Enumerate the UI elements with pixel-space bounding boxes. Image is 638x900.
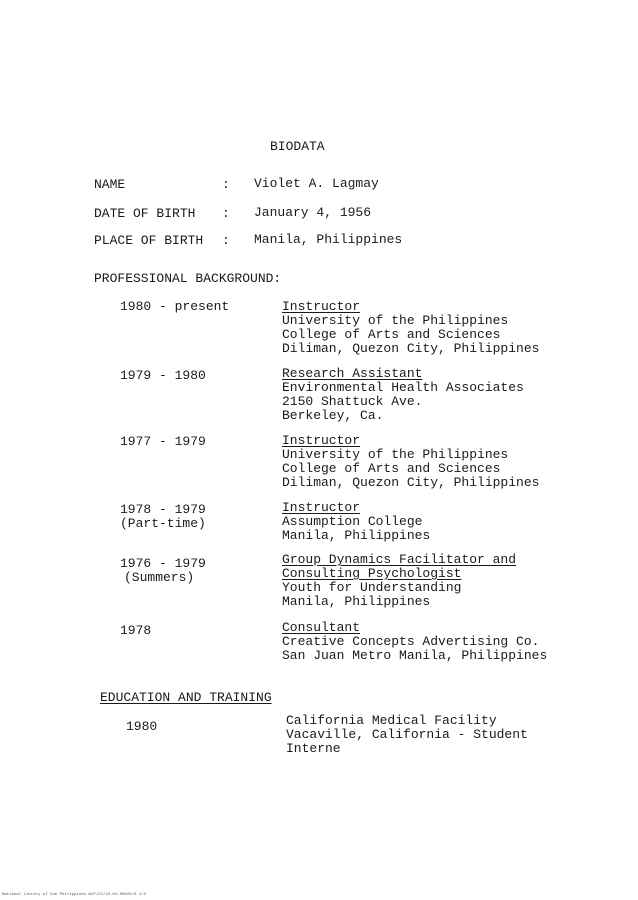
entry-detail-line: 2150 Shattuck Ave. [282,394,423,409]
entry-date: 1977 - 1979 [120,434,206,449]
education-detail-line: California Medical Facility [286,713,497,728]
entry-detail-line: Diliman, Quezon City, Philippines [282,341,540,356]
entry-details [282,367,524,423]
entry-detail-line: San Juan Metro Manila, Philippines [282,648,548,663]
education-dates [126,720,157,734]
entry-date: 1976 - 1979 [120,556,206,571]
entry-detail-line: University of the Philippines [282,313,509,328]
entry-date: 1978 - 1979 [120,502,206,517]
entry-detail-line: Creative Concepts Advertising Co. [282,634,540,649]
entry-position-line2: Consulting Psychologist [282,566,462,581]
footer-stamp: National Library of the Philippines NLP/CS/19-04-00024/0 1/2 [2,893,147,897]
entry-dates [120,503,206,531]
entry-detail-line: Environmental Health Associates [282,380,524,395]
entry-position: Research Assistant [282,366,423,381]
entry-date: 1980 - present [120,299,230,314]
entry-detail-line: College of Arts and Sciences [282,327,501,342]
entry-detail-line: Youth for Understanding [282,580,462,595]
education-detail-line: Vacaville, California - Student [286,727,528,742]
pob-colon: : [222,233,230,248]
entry-date-note: (Part-time) [120,516,206,531]
entry-dates [120,300,229,314]
education-date: 1980 [126,719,158,734]
dob-colon: : [222,206,230,221]
pob-label: PLACE OF BIRTH [94,233,204,248]
entry-detail-line: Assumption College [282,514,423,529]
name-value: Violet A. Lagmay [254,176,379,191]
entry-position: Group Dynamics Facilitator and [282,552,517,567]
entry-date: 1979 - 1980 [120,368,206,383]
name-label: NAME [94,177,126,192]
entry-dates [120,624,151,638]
name-colon: : [222,177,230,192]
entry-date: 1978 [120,623,152,638]
entry-dates [120,435,206,449]
entry-details [282,501,430,543]
education-heading: EDUCATION AND TRAINING [100,690,272,705]
education-details [286,714,528,756]
entry-detail-line: University of the Philippines [282,447,509,462]
dob-label: DATE OF BIRTH [94,206,196,221]
dob-value: January 4, 1956 [254,205,372,220]
entry-details [282,434,539,490]
entry-details [282,300,539,356]
entry-position: Instructor [282,433,361,448]
entry-dates [120,369,206,383]
education-detail-line: Interne [286,741,341,756]
professional-heading: PROFESSIONAL BACKGROUND: [94,271,282,286]
entry-detail-line: College of Arts and Sciences [282,461,501,476]
entry-detail-line: Berkeley, Ca. [282,408,384,423]
pob-value: Manila, Philippines [254,232,403,247]
entry-details [282,621,547,663]
entry-position: Instructor [282,299,361,314]
entry-position: Consultant [282,620,361,635]
entry-detail-line: Manila, Philippines [282,594,431,609]
entry-detail-line: Diliman, Quezon City, Philippines [282,475,540,490]
entry-dates [120,557,206,585]
entry-details [282,553,516,609]
entry-detail-line: Manila, Philippines [282,528,431,543]
document-title: BIODATA [270,139,325,154]
entry-date-note: (Summers) [124,570,195,585]
entry-position: Instructor [282,500,361,515]
